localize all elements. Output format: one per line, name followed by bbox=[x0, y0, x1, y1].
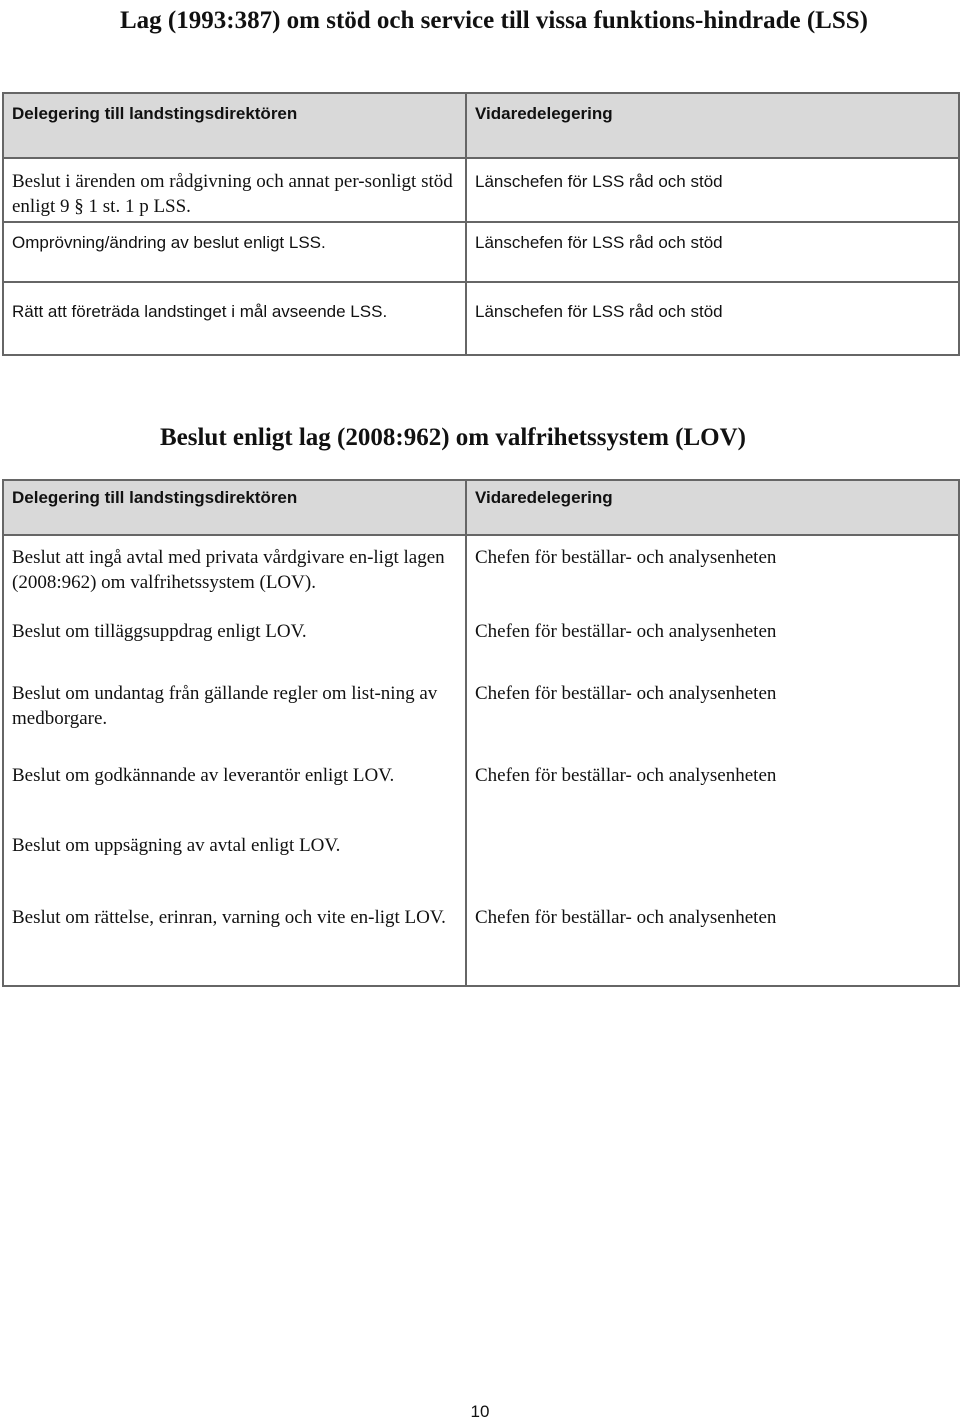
delegate-cell: Chefen för beställar- och analysenheten bbox=[466, 763, 959, 833]
column-header-delegation: Delegering till landstingsdirektören bbox=[3, 93, 466, 158]
table-row bbox=[3, 535, 959, 619]
decision-cell: Beslut om uppsägning av avtal enligt LOV. bbox=[3, 833, 466, 905]
delegate-cell: Chefen för beställar- och analysenheten bbox=[466, 905, 959, 986]
lss-section-heading: Lag (1993:387) om stöd och service till vissa funktions-hindrade (LSS) bbox=[120, 7, 868, 34]
delegate-cell: Länschefen för LSS råd och stöd bbox=[466, 282, 959, 355]
column-header-delegation: Delegering till landstingsdirektören bbox=[3, 480, 466, 535]
delegate-cell: Chefen för beställar- och analysenheten bbox=[466, 669, 959, 763]
table-header-row bbox=[3, 93, 959, 158]
table-row bbox=[3, 669, 959, 763]
delegate-cell: Länschefen för LSS råd och stöd bbox=[466, 158, 959, 222]
delegate-cell bbox=[466, 833, 959, 905]
table-row bbox=[3, 158, 959, 222]
decision-cell: Beslut om rättelse, erinran, varning och vite en-ligt LOV. bbox=[3, 905, 466, 986]
lov-section-heading: Beslut enligt lag (2008:962) om valfrihetssystem (LOV) bbox=[159, 424, 747, 451]
table-row bbox=[3, 833, 959, 905]
page-number: 10 bbox=[470, 1402, 490, 1421]
decision-cell: Beslut om godkännande av leverantör enligt LOV. bbox=[3, 763, 466, 833]
table-header-row bbox=[3, 480, 959, 535]
column-header-further-delegation: Vidaredelegering bbox=[466, 93, 959, 158]
table-row bbox=[3, 905, 959, 986]
lss-delegation-table bbox=[2, 92, 960, 356]
table-row bbox=[3, 619, 959, 669]
decision-cell: Beslut i ärenden om rådgivning och annat per-sonligt stöd enligt 9 § 1 st. 1 p LSS. bbox=[3, 158, 466, 222]
decision-cell: Beslut att ingå avtal med privata vårdgivare en-ligt lagen (2008:962) om valfrihetssystem (LOV). bbox=[3, 535, 466, 619]
delegate-cell: Länschefen för LSS råd och stöd bbox=[466, 222, 959, 282]
table-row bbox=[3, 763, 959, 833]
table-row bbox=[3, 222, 959, 282]
delegate-cell: Chefen för beställar- och analysenheten bbox=[466, 535, 959, 619]
column-header-further-delegation: Vidaredelegering bbox=[466, 480, 959, 535]
decision-cell: Beslut om tilläggsuppdrag enligt LOV. bbox=[3, 619, 466, 669]
table-row bbox=[3, 282, 959, 355]
decision-cell: Beslut om undantag från gällande regler om list-ning av medborgare. bbox=[3, 669, 466, 763]
delegate-cell: Chefen för beställar- och analysenheten bbox=[466, 619, 959, 669]
decision-cell: Rätt att företräda landstinget i mål avseende LSS. bbox=[3, 282, 466, 355]
lov-delegation-table bbox=[2, 479, 960, 987]
decision-cell: Omprövning/ändring av beslut enligt LSS. bbox=[3, 222, 466, 282]
